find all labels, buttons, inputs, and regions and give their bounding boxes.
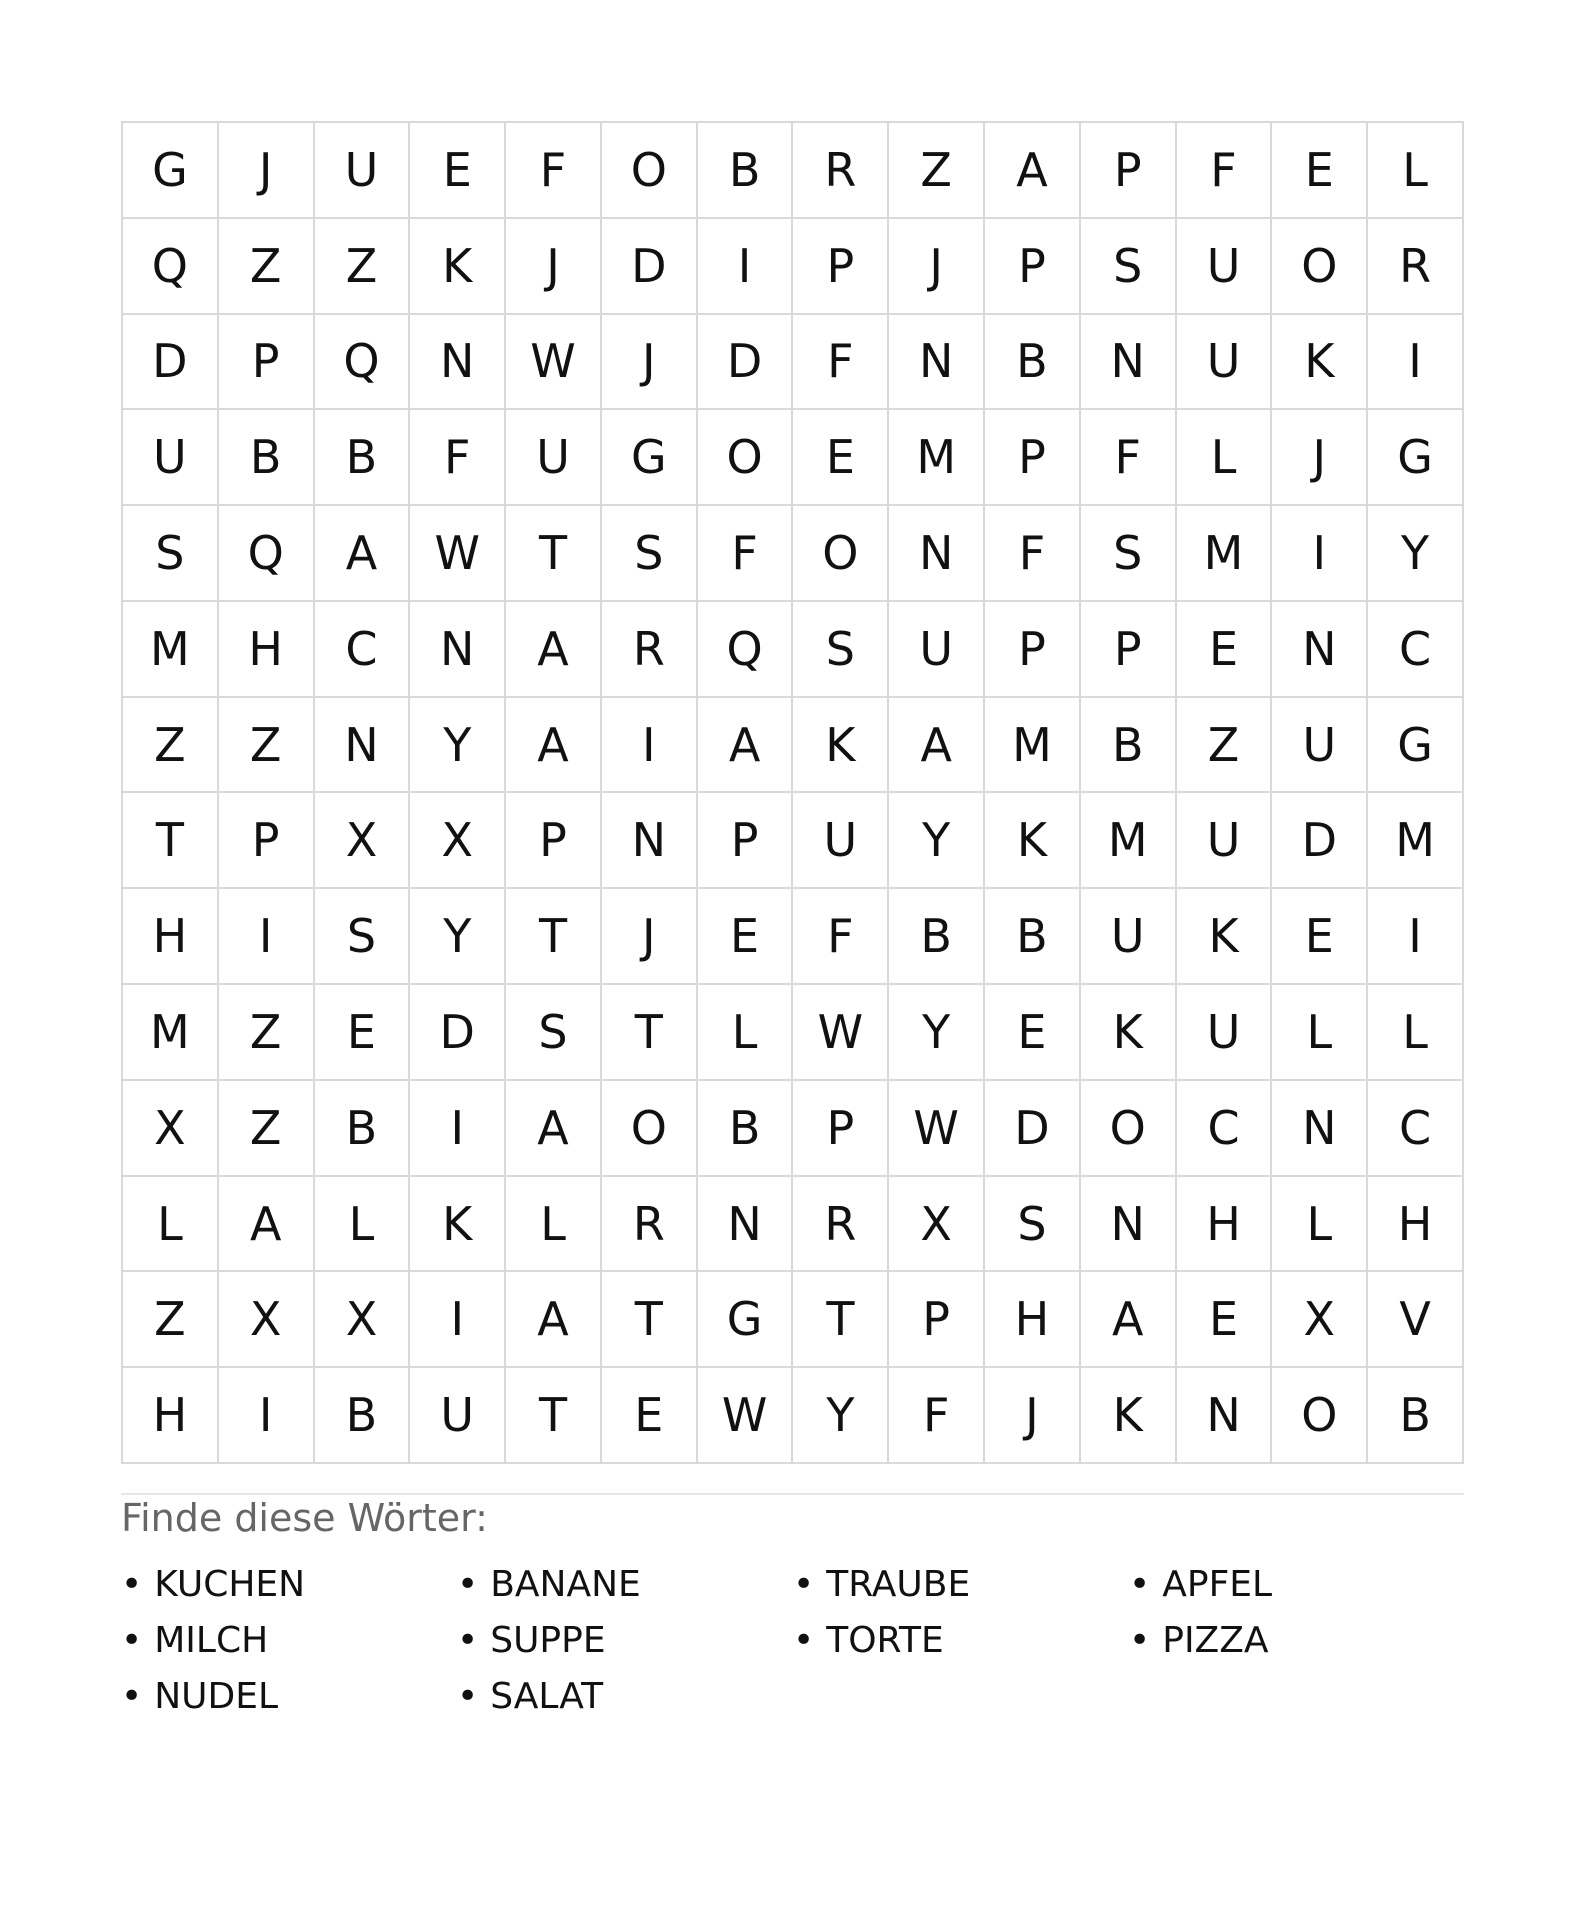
grid-cell[interactable]: I (219, 889, 315, 985)
grid-cell[interactable]: R (602, 602, 698, 698)
grid-cell[interactable]: Z (219, 698, 315, 794)
letter-grid (121, 121, 1464, 1464)
grid-cell[interactable]: U (123, 410, 219, 506)
word-list (121, 1556, 1464, 1724)
grid-cell[interactable]: B (985, 315, 1081, 411)
grid-cell[interactable]: G (1368, 410, 1464, 506)
grid-cell[interactable]: J (602, 315, 698, 411)
grid-cell[interactable]: F (1081, 410, 1177, 506)
grid-cell[interactable]: E (1177, 602, 1273, 698)
word-item (457, 1556, 793, 1612)
grid-cell[interactable]: X (410, 793, 506, 889)
grid-cell[interactable]: T (506, 1368, 602, 1464)
grid-cell[interactable]: A (219, 1177, 315, 1273)
grid-cell[interactable]: B (698, 1081, 794, 1177)
grid-cell[interactable]: Y (1368, 506, 1464, 602)
grid-cell[interactable]: P (793, 1081, 889, 1177)
grid-cell[interactable]: T (123, 793, 219, 889)
grid-cell[interactable]: S (985, 1177, 1081, 1273)
grid-cell[interactable]: H (123, 1368, 219, 1464)
grid-cell[interactable]: J (506, 219, 602, 315)
word-label: KUCHEN (154, 1563, 306, 1605)
grid-cell[interactable]: N (698, 1177, 794, 1273)
grid-cell[interactable]: R (793, 1177, 889, 1273)
divider (121, 1493, 1464, 1495)
grid-cell[interactable]: S (315, 889, 411, 985)
grid-cell[interactable]: P (219, 793, 315, 889)
word-label: MILCH (154, 1619, 269, 1661)
grid-cell[interactable]: K (1177, 889, 1273, 985)
grid-cell[interactable]: F (410, 410, 506, 506)
word-label: SALAT (490, 1675, 604, 1717)
word-label: TRAUBE (826, 1563, 971, 1605)
grid-cell[interactable]: I (698, 219, 794, 315)
grid-cell[interactable]: H (1177, 1177, 1273, 1273)
grid-cell[interactable]: R (602, 1177, 698, 1273)
grid-cell[interactable]: K (1081, 1368, 1177, 1464)
grid-cell[interactable]: Z (219, 219, 315, 315)
grid-cell[interactable]: E (410, 123, 506, 219)
grid-cell[interactable]: L (1272, 985, 1368, 1081)
grid-cell[interactable]: Z (219, 1081, 315, 1177)
grid-cell[interactable]: P (506, 793, 602, 889)
grid-cell[interactable]: M (1177, 506, 1273, 602)
grid-cell[interactable]: R (793, 123, 889, 219)
grid-cell[interactable]: O (698, 410, 794, 506)
grid-cell[interactable]: L (698, 985, 794, 1081)
grid-cell[interactable]: T (602, 1272, 698, 1368)
grid-cell[interactable]: I (1368, 315, 1464, 411)
bullet-icon: • (121, 1619, 143, 1661)
grid-cell[interactable]: M (123, 602, 219, 698)
grid-cell[interactable]: N (1177, 1368, 1273, 1464)
grid-cell[interactable]: B (698, 123, 794, 219)
grid-cell[interactable]: I (1368, 889, 1464, 985)
bullet-icon: • (457, 1619, 479, 1661)
grid-cell[interactable]: F (506, 123, 602, 219)
grid-cell[interactable]: N (889, 315, 985, 411)
bullet-icon: • (1129, 1563, 1151, 1605)
grid-cell[interactable]: E (698, 889, 794, 985)
grid-cell[interactable]: S (602, 506, 698, 602)
grid-cell[interactable]: B (889, 889, 985, 985)
grid-cell[interactable]: T (506, 889, 602, 985)
grid-cell[interactable]: J (602, 889, 698, 985)
grid-cell[interactable]: M (1081, 793, 1177, 889)
bullet-icon: • (121, 1675, 143, 1717)
grid-cell[interactable]: X (315, 1272, 411, 1368)
grid-cell[interactable]: D (985, 1081, 1081, 1177)
word-item (793, 1612, 1129, 1668)
word-item (121, 1556, 457, 1612)
grid-cell[interactable]: U (1177, 315, 1273, 411)
grid-cell[interactable]: A (315, 506, 411, 602)
grid-cell[interactable]: L (1368, 985, 1464, 1081)
grid-cell[interactable]: L (506, 1177, 602, 1273)
grid-cell[interactable]: U (1272, 698, 1368, 794)
grid-cell[interactable]: Z (315, 219, 411, 315)
grid-cell[interactable]: A (698, 698, 794, 794)
grid-cell[interactable]: N (410, 315, 506, 411)
grid-cell[interactable]: I (602, 698, 698, 794)
bullet-icon: • (1129, 1619, 1151, 1661)
grid-cell[interactable]: W (889, 1081, 985, 1177)
grid-cell[interactable]: Y (889, 985, 985, 1081)
grid-cell[interactable]: E (315, 985, 411, 1081)
grid-cell[interactable]: C (1368, 602, 1464, 698)
grid-cell[interactable]: N (889, 506, 985, 602)
grid-cell[interactable]: W (698, 1368, 794, 1464)
grid-cell[interactable]: M (889, 410, 985, 506)
grid-cell[interactable]: B (315, 1368, 411, 1464)
bullet-icon: • (121, 1563, 143, 1605)
grid-cell[interactable]: J (219, 123, 315, 219)
grid-cell[interactable]: O (1272, 1368, 1368, 1464)
grid-cell[interactable]: V (1368, 1272, 1464, 1368)
grid-cell[interactable]: P (219, 315, 315, 411)
word-label: PIZZA (1162, 1619, 1269, 1661)
grid-cell[interactable]: U (506, 410, 602, 506)
grid-cell[interactable]: G (1368, 698, 1464, 794)
grid-cell[interactable]: W (506, 315, 602, 411)
grid-cell[interactable]: K (1081, 985, 1177, 1081)
grid-cell[interactable]: S (1081, 219, 1177, 315)
grid-cell[interactable]: L (1177, 410, 1273, 506)
word-item (457, 1612, 793, 1668)
grid-cell[interactable]: Z (123, 1272, 219, 1368)
grid-cell[interactable]: H (985, 1272, 1081, 1368)
grid-cell[interactable]: X (315, 793, 411, 889)
grid-cell[interactable]: L (123, 1177, 219, 1273)
grid-cell[interactable]: S (793, 602, 889, 698)
grid-cell[interactable]: E (1272, 123, 1368, 219)
grid-cell[interactable]: U (1177, 219, 1273, 315)
grid-cell[interactable]: A (985, 123, 1081, 219)
grid-cell[interactable]: R (1368, 219, 1464, 315)
grid-cell[interactable]: X (123, 1081, 219, 1177)
grid-cell[interactable]: B (219, 410, 315, 506)
word-label: SUPPE (490, 1619, 606, 1661)
grid-cell[interactable]: N (602, 793, 698, 889)
grid-cell[interactable]: D (123, 315, 219, 411)
word-item (1129, 1556, 1465, 1612)
grid-cell[interactable]: G (602, 410, 698, 506)
grid-cell[interactable]: Z (889, 123, 985, 219)
grid-cell[interactable]: Y (410, 889, 506, 985)
grid-cell[interactable]: C (315, 602, 411, 698)
word-label: NUDEL (154, 1675, 279, 1717)
grid-cell[interactable]: E (985, 985, 1081, 1081)
grid-cell[interactable]: D (698, 315, 794, 411)
grid-cell[interactable]: S (123, 506, 219, 602)
grid-cell[interactable]: T (602, 985, 698, 1081)
grid-cell[interactable]: P (985, 410, 1081, 506)
word-item (457, 1668, 793, 1724)
grid-cell[interactable]: A (506, 602, 602, 698)
grid-cell[interactable]: U (1081, 889, 1177, 985)
grid-cell[interactable]: K (410, 219, 506, 315)
grid-cell[interactable]: M (1368, 793, 1464, 889)
grid-cell[interactable]: F (985, 506, 1081, 602)
word-label: TORTE (826, 1619, 944, 1661)
grid-cell[interactable]: K (793, 698, 889, 794)
grid-cell[interactable]: S (1081, 506, 1177, 602)
grid-cell[interactable]: U (410, 1368, 506, 1464)
word-item (1129, 1612, 1465, 1668)
bullet-icon: • (457, 1563, 479, 1605)
grid-cell[interactable]: H (123, 889, 219, 985)
grid-cell[interactable]: U (889, 602, 985, 698)
grid-cell[interactable]: N (410, 602, 506, 698)
grid-cell[interactable]: C (1177, 1081, 1273, 1177)
grid-cell[interactable]: A (506, 698, 602, 794)
grid-cell[interactable]: N (1081, 1177, 1177, 1273)
grid-cell[interactable]: L (1272, 1177, 1368, 1273)
grid-cell[interactable]: E (793, 410, 889, 506)
grid-cell[interactable]: U (793, 793, 889, 889)
grid-cell[interactable]: E (1272, 889, 1368, 985)
grid-cell[interactable]: O (602, 1081, 698, 1177)
grid-cell[interactable]: Y (793, 1368, 889, 1464)
grid-cell[interactable]: M (985, 698, 1081, 794)
grid-cell[interactable]: S (506, 985, 602, 1081)
grid-cell[interactable]: D (602, 219, 698, 315)
grid-cell[interactable]: F (1177, 123, 1273, 219)
grid-cell[interactable]: N (1081, 315, 1177, 411)
grid-cell[interactable]: A (506, 1272, 602, 1368)
grid-cell[interactable]: I (1272, 506, 1368, 602)
grid-cell[interactable]: Z (123, 698, 219, 794)
grid-cell[interactable]: P (985, 602, 1081, 698)
grid-cell[interactable]: I (410, 1081, 506, 1177)
grid-cell[interactable]: F (793, 315, 889, 411)
grid-cell[interactable]: B (985, 889, 1081, 985)
grid-cell[interactable]: I (410, 1272, 506, 1368)
word-label: APFEL (1162, 1563, 1273, 1605)
grid-cell[interactable]: L (315, 1177, 411, 1273)
grid-cell[interactable]: P (889, 1272, 985, 1368)
grid-cell[interactable]: K (410, 1177, 506, 1273)
grid-cell[interactable]: D (1272, 793, 1368, 889)
grid-cell[interactable]: J (985, 1368, 1081, 1464)
bullet-icon: • (793, 1563, 815, 1605)
grid-cell[interactable]: G (123, 123, 219, 219)
grid-cell[interactable]: B (1081, 698, 1177, 794)
grid-cell[interactable]: E (602, 1368, 698, 1464)
grid-cell[interactable]: B (315, 410, 411, 506)
grid-cell[interactable]: L (1368, 123, 1464, 219)
grid-cell[interactable]: D (410, 985, 506, 1081)
word-item (793, 1556, 1129, 1612)
grid-cell[interactable]: P (698, 793, 794, 889)
grid-cell[interactable]: U (1177, 793, 1273, 889)
grid-cell[interactable]: W (793, 985, 889, 1081)
grid-cell[interactable]: N (1272, 602, 1368, 698)
grid-cell[interactable]: H (1368, 1177, 1464, 1273)
grid-cell[interactable]: Z (219, 985, 315, 1081)
grid-cell[interactable]: E (1177, 1272, 1273, 1368)
grid-cell[interactable]: N (1272, 1081, 1368, 1177)
bullet-icon: • (457, 1675, 479, 1717)
grid-cell[interactable]: O (602, 123, 698, 219)
grid-cell[interactable]: P (1081, 123, 1177, 219)
grid-cell[interactable]: O (793, 506, 889, 602)
grid-cell[interactable]: Y (889, 793, 985, 889)
grid-cell[interactable]: Q (698, 602, 794, 698)
grid-cell[interactable]: K (985, 793, 1081, 889)
grid-cell[interactable]: J (1272, 410, 1368, 506)
grid-cell[interactable]: A (889, 698, 985, 794)
grid-cell[interactable]: F (698, 506, 794, 602)
word-list-title: Finde diese Wörter: (121, 1496, 488, 1540)
grid-cell[interactable]: W (410, 506, 506, 602)
word-label: BANANE (490, 1563, 641, 1605)
grid-cell[interactable]: U (315, 123, 411, 219)
grid-cell[interactable]: X (219, 1272, 315, 1368)
grid-cell[interactable]: B (315, 1081, 411, 1177)
grid-cell[interactable]: N (315, 698, 411, 794)
grid-cell[interactable]: O (1272, 219, 1368, 315)
grid-cell[interactable]: J (889, 219, 985, 315)
grid-cell[interactable]: F (889, 1368, 985, 1464)
grid-cell[interactable]: P (1081, 602, 1177, 698)
word-item (121, 1612, 457, 1668)
grid-cell[interactable]: B (1368, 1368, 1464, 1464)
grid-cell[interactable]: K (1272, 315, 1368, 411)
grid-cell[interactable]: A (1081, 1272, 1177, 1368)
grid-cell[interactable]: X (1272, 1272, 1368, 1368)
word-item (121, 1668, 457, 1724)
grid-cell[interactable]: U (1177, 985, 1273, 1081)
grid-cell[interactable]: C (1368, 1081, 1464, 1177)
grid-cell[interactable]: H (219, 602, 315, 698)
grid-cell[interactable]: Z (1177, 698, 1273, 794)
grid-cell[interactable]: O (1081, 1081, 1177, 1177)
grid-cell[interactable]: Q (219, 506, 315, 602)
grid-cell[interactable]: Y (410, 698, 506, 794)
grid-cell[interactable]: X (889, 1177, 985, 1273)
grid-cell[interactable]: A (506, 1081, 602, 1177)
grid-cell[interactable]: P (793, 219, 889, 315)
grid-cell[interactable]: I (219, 1368, 315, 1464)
grid-cell[interactable]: Q (315, 315, 411, 411)
grid-cell[interactable]: M (123, 985, 219, 1081)
grid-cell[interactable]: T (506, 506, 602, 602)
grid-cell[interactable]: T (793, 1272, 889, 1368)
bullet-icon: • (793, 1619, 815, 1661)
grid-cell[interactable]: Q (123, 219, 219, 315)
grid-cell[interactable]: F (793, 889, 889, 985)
grid-cell[interactable]: P (985, 219, 1081, 315)
grid-cell[interactable]: G (698, 1272, 794, 1368)
